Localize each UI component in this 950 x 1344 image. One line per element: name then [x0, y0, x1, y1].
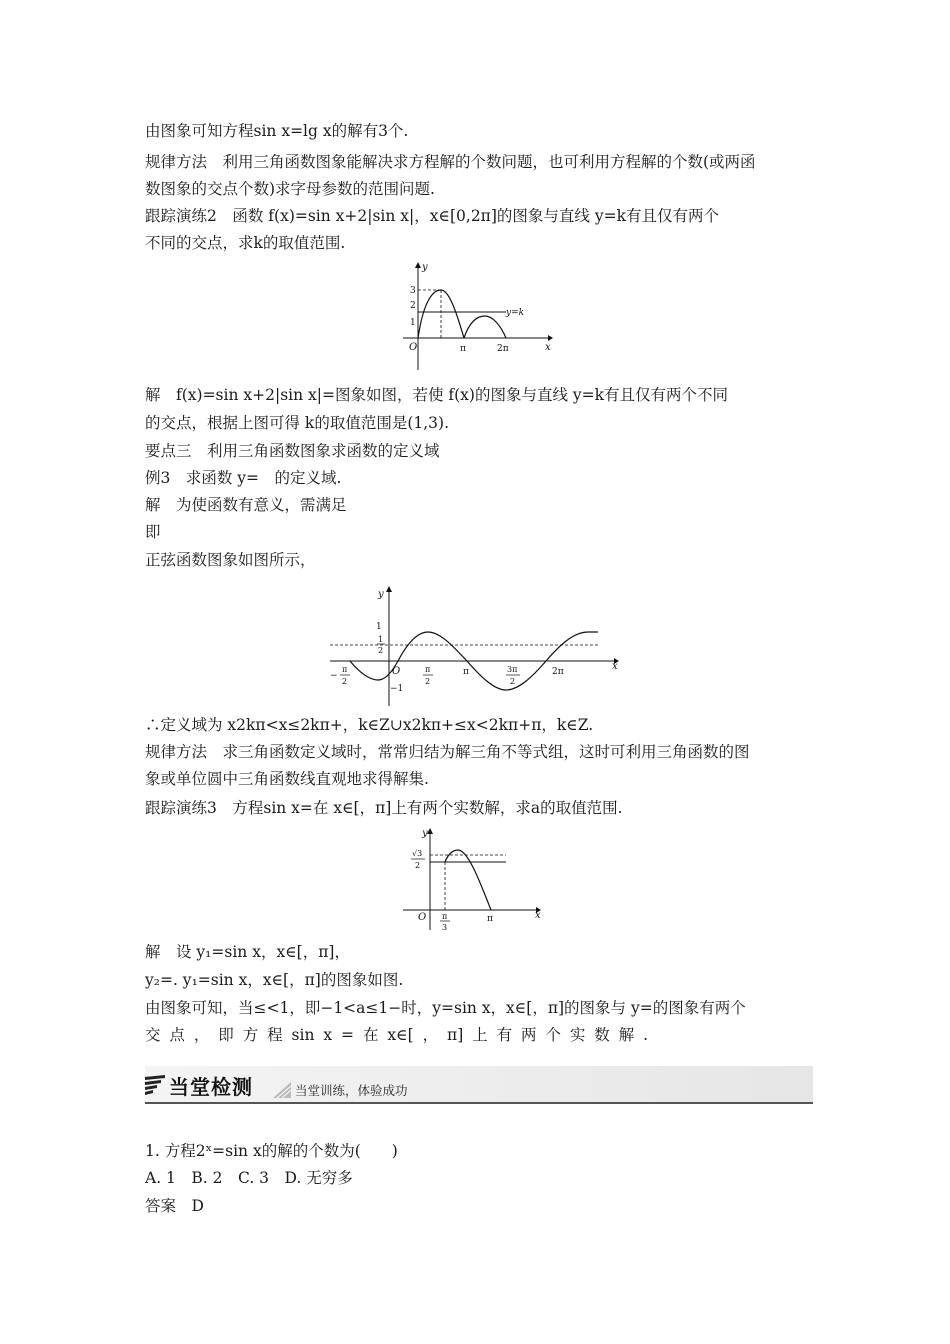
y-axis-label: y: [422, 828, 428, 839]
method-heading: 规律方法 求三角函数定义域时，常常归结为解三角不等式组，这时可利用三角函数的图: [145, 743, 750, 761]
x-axis-label: x: [612, 661, 618, 672]
solution-text: 解 为使函数有意义，需满足: [145, 496, 347, 514]
text-line: 不同的交点，求k的取值范围.: [145, 234, 346, 252]
text-line: 即: [145, 523, 161, 541]
origin-label: O: [392, 666, 401, 677]
y-axis-label: y: [378, 589, 384, 600]
x-tick-half-pi-numerator: π: [425, 665, 431, 674]
section-banner: [145, 1066, 813, 1106]
figure-3-graph: [398, 822, 548, 932]
text-line: y₂=. y₁=sin x，x∈[，π]的图象如图.: [145, 971, 404, 989]
y-axis-label: y: [422, 262, 428, 273]
x-tick-three-half-pi-numerator: 3π: [507, 665, 518, 674]
x-axis-label: x: [545, 342, 551, 353]
x-tick-neg-half-pi-numerator: π: [342, 665, 348, 674]
answer-text: 答案 D: [145, 1197, 204, 1215]
x-axis-label: x: [535, 910, 541, 921]
text-line: 由图象可知方程sin x=lg x的解有3个.: [145, 122, 409, 140]
text-line: 的交点，根据上图可得 k的取值范围是(1,3).: [145, 414, 449, 432]
line-label: y=k: [506, 308, 525, 318]
banner-subtitle: 当堂训练，体验成功: [295, 1083, 408, 1098]
y-tick-label: 1: [410, 318, 416, 328]
solution-text: 解 f(x)=sin x+2|sin x|=图象如图，若使 f(x)的图象与直线 y=k有且仅有两个不同: [145, 386, 729, 404]
banner-title: 当堂检测: [169, 1075, 253, 1099]
text-line: 象或单位圆中三角函数线直观地求得解集.: [145, 770, 429, 788]
origin-label: O: [418, 912, 427, 923]
solution-text: 解 设 y₁=sin x，x∈[，π]，: [145, 943, 350, 961]
x-tick-label: π: [460, 344, 466, 354]
x-tick-label: 2π: [497, 344, 509, 354]
y-tick-half-denominator: 2: [378, 646, 384, 655]
exercise-heading: 跟踪演练2 函数 f(x)=sin x+2|sin x|，x∈[0,2π]的图象与直线 y=k有且仅有两个: [145, 207, 719, 225]
origin-label: O: [409, 342, 418, 353]
x-tick-three-half-pi-denominator: 2: [510, 677, 516, 686]
text-line: 交 点 ， 即 方 程 sin x = 在 x∈[ ， π] 上 有 两 个 实 数 解 .: [145, 1026, 649, 1044]
example-heading: 例3 求函数 y= 的定义域.: [145, 469, 342, 487]
x-tick-half-pi-denominator: 2: [425, 677, 431, 686]
x-tick-pi3-denominator: 3: [442, 923, 448, 932]
text-line: 数图象的交点个数)求字母参数的范围问题.: [145, 180, 435, 198]
x-tick-two-pi: 2π: [552, 667, 564, 677]
y-tick-half-numerator: 1: [378, 635, 384, 644]
banner-divider: [145, 1102, 813, 1104]
y-tick-label: 3: [410, 286, 416, 296]
y-tick-root3-numerator: √3: [412, 849, 423, 858]
x-tick-pi3-numerator: π: [442, 912, 448, 921]
text-line: ∴定义域为 x2kπ<x≤2kπ+，k∈Z∪x2kπ+≤x<2kπ+π，k∈Z.: [145, 716, 594, 734]
text-line: 由图象可知，当≤<1，即−1<a≤1−时，y=sin x，x∈[，π]的图象与 y=的图象有两个: [145, 999, 746, 1017]
text-line: 正弦函数图象如图所示，: [145, 551, 316, 569]
x-tick-pi: π: [487, 914, 493, 924]
section-heading: 要点三 利用三角函数图象求函数的定义域: [145, 442, 440, 460]
figure-1-graph: [398, 258, 558, 370]
y-tick-label: 2: [410, 301, 416, 311]
answer-options: A. 1 B. 2 C. 3 D. 无穷多: [145, 1169, 353, 1187]
y-tick-root3-denominator: 2: [415, 861, 421, 870]
x-tick-neg-half-pi-denominator: 2: [342, 677, 348, 686]
stripe-icon: [273, 1082, 291, 1098]
stripe-icon: [145, 1075, 167, 1095]
question-text: 1. 方程2ˣ=sin x的解的个数为( ): [145, 1142, 398, 1160]
x-tick-pi: π: [463, 667, 469, 677]
figure-2-sine-graph: [328, 580, 624, 708]
method-heading: 规律方法 利用三角函数图象能解决求方程解的个数问题，也可利用方程解的个数(或两函: [145, 153, 756, 171]
y-tick-minus-one: −1: [390, 684, 404, 694]
x-tick-neg-sign: −: [330, 671, 338, 681]
y-tick-one: 1: [376, 622, 382, 632]
exercise-heading: 跟踪演练3 方程sin x=在 x∈[，π]上有两个实数解，求a的取值范围.: [145, 799, 623, 817]
